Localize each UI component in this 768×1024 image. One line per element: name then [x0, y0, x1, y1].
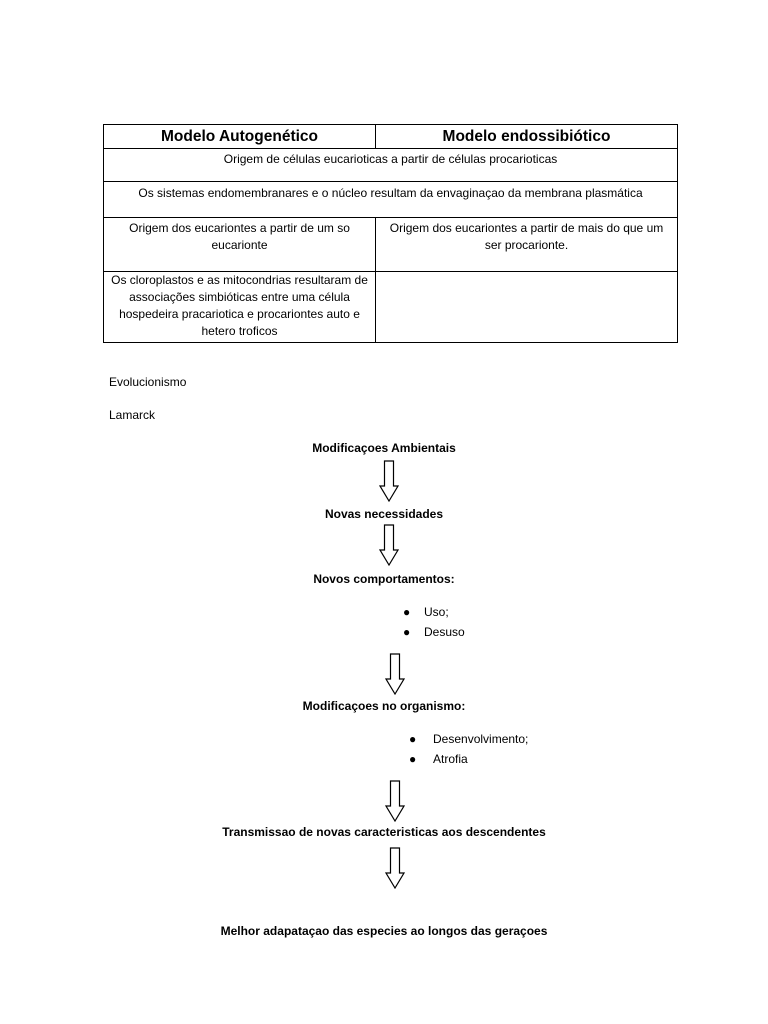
flow-step-behaviours: Novos comportamentos: [313, 572, 455, 586]
down-arrow-icon [379, 460, 399, 502]
table-row [104, 182, 678, 218]
endossimbiotico-empty-cell [376, 272, 678, 343]
autogenetico-origin-cell: Origem dos eucariontes a partir de um so eucarionte [104, 218, 376, 272]
endossimbiotico-origin-cell: Origem dos eucariontes a partir de mais do que um ser procarionte. [376, 218, 678, 272]
bullet-text: Uso; [424, 605, 449, 619]
flow-step-needs: Novas necessidades [324, 507, 444, 521]
table-row [104, 272, 678, 343]
table-row [104, 218, 678, 272]
down-arrow-icon [385, 847, 405, 889]
autogenetico-organelles-cell: Os cloroplastos e as mitocondrias resultaram de associações simbióticas entre uma célula hospedeira pracariotica e procariontes auto e hetero troficos [104, 272, 376, 343]
shared-membrane-cell: Os sistemas endomembranares e o núcleo resultam da envaginaçao da membrana plasmática [104, 182, 678, 218]
lamarck-heading: Lamarck [109, 408, 156, 422]
flow-step-transmission: Transmissao de novas caracteristicas aos descendentes [222, 825, 546, 839]
evolucionismo-heading: Evolucionismo [109, 375, 187, 389]
bullet-text: Atrofia [433, 752, 468, 766]
list-item [409, 752, 468, 766]
flow-step-organism: Modificaçoes no organismo: [302, 699, 466, 713]
bullet-dot-icon: ● [403, 605, 411, 619]
bullet-text: Desuso [424, 625, 465, 639]
flow-step-adaptation: Melhor adapataçao das especies ao longos das geraçoes [220, 924, 548, 938]
bullet-dot-icon: ● [409, 752, 417, 766]
down-arrow-icon [379, 524, 399, 566]
header-autogenetico: Modelo Autogenético [104, 125, 376, 149]
bullet-text: Desenvolvimento; [433, 732, 529, 746]
shared-origin-cell: Origem de células eucarioticas a partir de células procarioticas [104, 149, 678, 182]
flow-step-environment: Modificaçoes Ambientais [312, 441, 456, 455]
comparison-table [103, 124, 678, 343]
table-header-row [104, 125, 678, 149]
bullet-dot-icon: ● [403, 625, 411, 639]
down-arrow-icon [385, 780, 405, 822]
list-item [409, 732, 528, 746]
bullet-dot-icon: ● [409, 732, 417, 746]
header-endossimbiotico: Modelo endossibiótico [376, 125, 678, 149]
list-item [403, 625, 465, 639]
down-arrow-icon [385, 653, 405, 695]
table-row [104, 149, 678, 182]
list-item [403, 605, 449, 619]
